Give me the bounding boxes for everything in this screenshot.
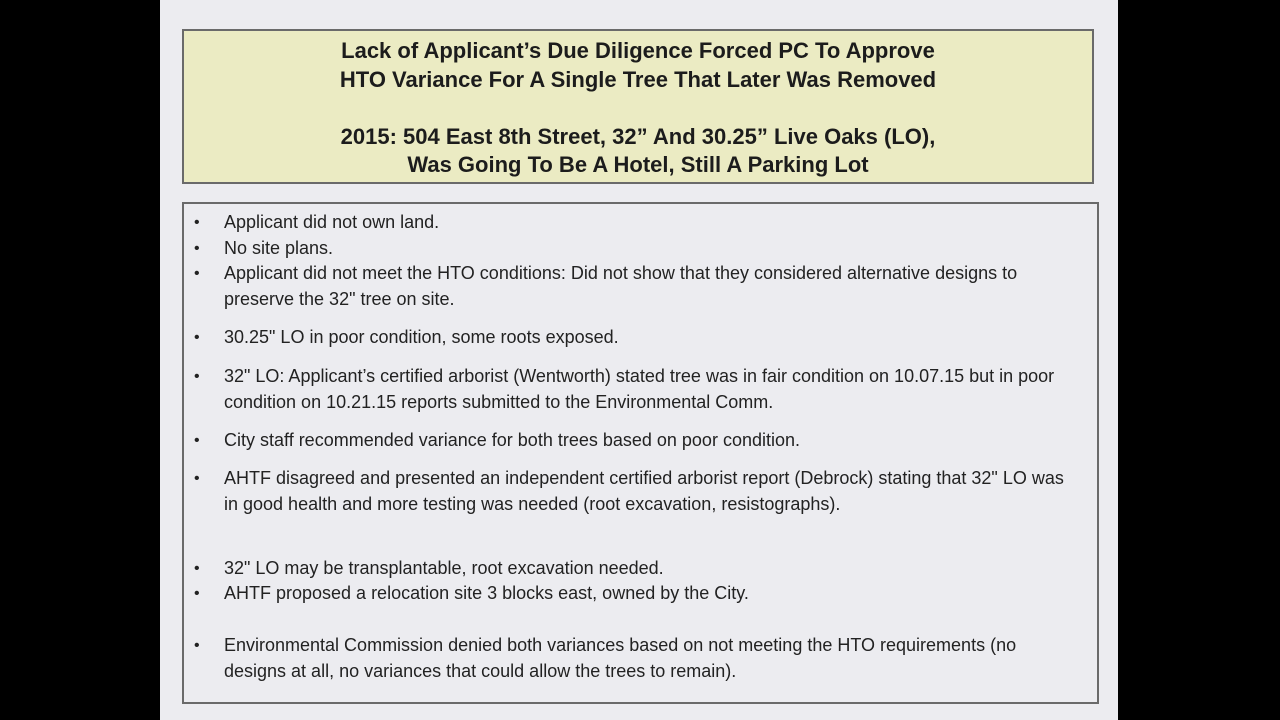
bullet-icon: •: [194, 637, 200, 654]
list-item-text: 32" LO may be transplantable, root excavation needed.: [224, 558, 664, 578]
subtitle-line-1: 2015: 504 East 8th Street, 32” And 30.25” Live Oaks (LO),: [340, 124, 936, 149]
list-item-text: No site plans.: [224, 238, 334, 258]
title-box: [182, 29, 1094, 184]
bullet-icon: •: [194, 214, 200, 231]
bullet-icon: •: [194, 432, 200, 449]
list-item-text: Applicant did not meet the HTO conditions: Did not show that they considered alternative designs to preserve the 32" tree on site.: [224, 263, 1018, 309]
list-item-text: AHTF proposed a relocation site 3 blocks east, owned by the City.: [224, 583, 749, 603]
bullet-icon: •: [194, 470, 200, 487]
bullet-list: [182, 202, 1099, 704]
bullet-icon: •: [194, 585, 200, 602]
title-line-1: Lack of Applicant’s Due Diligence Forced PC To Approve: [341, 38, 935, 63]
bullet-icon: •: [194, 329, 200, 346]
list-item-text: AHTF disagreed and presented an independent certified arborist report (Debrock) stating that 32" LO was in good health and more testing was needed (root excavation, resistographs).: [224, 468, 1064, 514]
list-item-text: 32" LO: Applicant’s certified arborist (Wentworth) stated tree was in fair condition on 10.07.15 but in poor condition on 10.21.15 reports submitted to the Environmental Comm.: [224, 366, 1055, 412]
list-item-text: Applicant did not own land.: [224, 212, 440, 232]
list-item-text: 30.25" LO in poor condition, some roots exposed.: [224, 327, 619, 347]
bullet-icon: •: [194, 240, 200, 257]
title-line-2: HTO Variance For A Single Tree That Later Was Removed: [339, 67, 937, 92]
subtitle-line-2: Was Going To Be A Hotel, Still A Parking Lot: [407, 152, 869, 177]
bullet-icon: •: [194, 560, 200, 577]
bullet-icon: •: [194, 368, 200, 385]
list-item-text: Environmental Commission denied both variances based on not meeting the HTO requirements (no designs at all, no variances that could allow the trees to remain).: [224, 635, 1017, 681]
slide: [160, 0, 1118, 720]
bullet-icon: •: [194, 265, 200, 282]
list-item-text: City staff recommended variance for both trees based on poor condition.: [224, 430, 800, 450]
